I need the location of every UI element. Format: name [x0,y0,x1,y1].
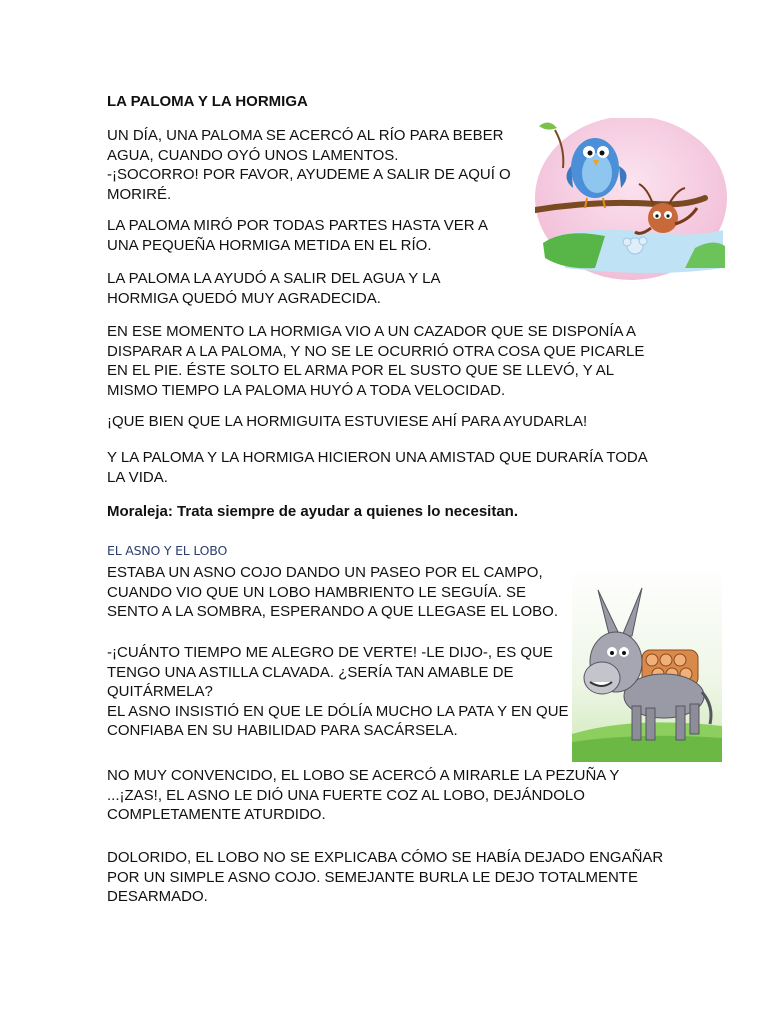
paragraph: LA PALOMA LA AYUDÓ A SALIR DEL AGUA Y LA HORMIGA QUEDÓ MUY AGRADECIDA. [107,270,441,307]
story-title-asno: EL ASNO Y EL LOBO [107,543,228,558]
story-title-paloma: LA PALOMA Y LA HORMIGA [107,93,308,110]
donkey-illustration [572,566,722,762]
paragraph: Y LA PALOMA Y LA HORMIGA HICIERON UNA AMISTAD QUE DURARÍA TODA LA VIDA. [107,449,648,486]
dove-and-ant-illustration [535,118,727,282]
paragraph: EN ESE MOMENTO LA HORMIGA VIO A UN CAZADOR QUE SE DISPONÍA A DISPARAR A LA PALOMA, Y NO SE LE OCURRIÓ OTRA COSA QUE PICARLE EN EL PIE. ÉSTE SOLTO EL ARMA POR EL SUSTO QUE SE LLEVÓ, Y AL MISMO TIEMPO LA PALOMA HUYÓ A TODA VELOCIDAD. [107,323,645,399]
paragraph: ESTABA UN ASNO COJO DANDO UN PASEO POR EL CAMPO, CUANDO VIO QUE UN LOBO HAMBRIENTO LE SEGUÍA. SE SENTO A LA SOMBRA, ESPERANDO A QUE LLEGASE EL LOBO. [107,564,559,620]
paragraph: DOLORIDO, EL LOBO NO SE EXPLICABA CÓMO SE HABÍA DEJADO ENGAÑAR POR UN SIMPLE ASNO COJO. SEMEJANTE BURLA LE DEJO TOTALMENTE DESARMADO. [107,849,664,905]
paragraph: ¡QUE BIEN QUE LA HORMIGUITA ESTUVIESE AHÍ PARA AYUDARLA! [107,413,588,430]
paragraph: UN DÍA, UNA PALOMA SE ACERCÓ AL RÍO PARA BEBER AGUA, CUANDO OYÓ UNOS LAMENTOS. -¡SOCORRO! POR FAVOR, AYUDEME A SALIR DE AQUÍ O MORIRÉ. [107,127,511,203]
paragraph: LA PALOMA MIRÓ POR TODAS PARTES HASTA VER A UNA PEQUEÑA HORMIGA METIDA EN EL RÍO. [107,217,488,254]
moral: Moraleja: Trata siempre de ayudar a quienes lo necesitan. [107,503,518,520]
paragraph: NO MUY CONVENCIDO, EL LOBO SE ACERCÓ A MIRARLE LA PEZUÑA Y ...¡ZAS!, EL ASNO LE DIÓ UNA FUERTE COZ AL LOBO, DEJÁNDOLO COMPLETAMENTE ATURDIDO. [107,767,620,823]
paragraph: -¡CUÁNTO TIEMPO ME ALEGRO DE VERTE! -LE DIJO-, ES QUE TENGO UNA ASTILLA CLAVADA. ¿SERÍA TAN AMABLE DE QUITÁRMELA? EL ASNO INSISTIÓ EN QUE LE DÓLÍA MUCHO LA PATA Y EN QUE CONFIABA EN SU HABILIDAD PARA SACÁRSELA. [107,644,569,739]
